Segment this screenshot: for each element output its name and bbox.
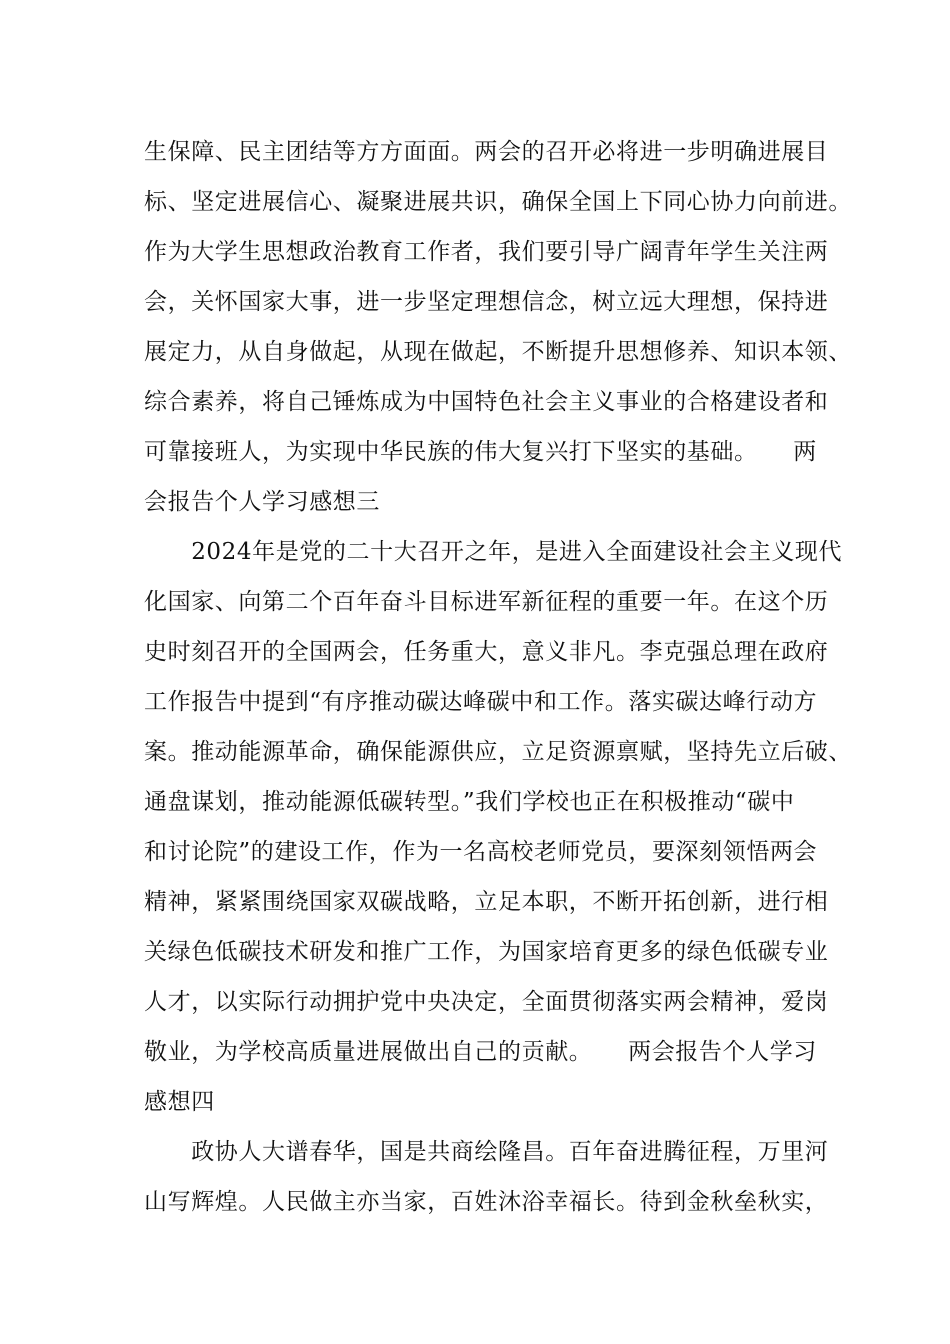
text-line: 关绿色低碳技术研发和推广工作，为国家培育更多的绿色低碳专业 [144, 939, 829, 965]
text-line: 会，关怀国家大事，进一步坚定理想信念，树立远大理想，保持进 [144, 289, 829, 315]
text-line: 工作报告中提到“有序推动碳达峰碳中和工作。落实碳达峰行动方 [144, 689, 818, 715]
paragraph-start-line: 政协人大谱春华，国是共商绘隆昌。百年奋进腾征程，万里河 [144, 1139, 829, 1165]
text-line: 化国家、向第二个百年奋斗目标进军新征程的重要一年。在这个历 [144, 589, 829, 615]
text-line: 展定力，从自身做起，从现在做起，不断提升思想修养、知识本领、 [144, 339, 852, 365]
text-line: 可靠接班人，为实现中华民族的伟大复兴打下坚实的基础。 两 [144, 439, 817, 465]
text-line: 敬业，为学校高质量进展做出自己的贡献。 两会报告个人学习 [144, 1039, 817, 1065]
text-line: 案。推动能源革命，确保能源供应，立足资源禀赋，坚持先立后破、 [144, 739, 852, 765]
text-line: 生保障、民主团结等方方面面。两会的召开必将进一步明确进展目 [144, 139, 829, 165]
text-line: 和讨论院”的建设工作，作为一名高校老师党员，要深刻领悟两会 [144, 839, 818, 865]
text-line: 标、坚定进展信心、凝聚进展共识，确保全国上下同心协力向前进。 [144, 189, 852, 215]
text-line: 通盘谋划，推动能源低碳转型。”我们学校也正在积极推动“碳中 [144, 789, 795, 815]
section-heading-line: 感想四 [144, 1089, 215, 1115]
text-line: 山写辉煌。人民做主亦当家，百姓沐浴幸福长。待到金秋垒秋实， [144, 1189, 829, 1215]
section-heading-line: 会报告个人学习感想三 [144, 489, 380, 515]
text-line: 作为大学生思想政治教育工作者，我们要引导广阔青年学生关注两 [144, 239, 829, 265]
text-line: 综合素养，将自己锤炼成为中国特色社会主义事业的合格建设者和 [144, 389, 829, 415]
text-line: 史时刻召开的全国两会，任务重大，意义非凡。李克强总理在政府 [144, 639, 829, 665]
text-line: 人才，以实际行动拥护党中央决定，全面贯彻落实两会精神，爱岗 [144, 989, 829, 1015]
text-line: 精神，紧紧围绕国家双碳战略，立足本职，不断开拓创新，进行相 [144, 889, 829, 915]
paragraph-start-line: 2024年是党的二十大召开之年，是进入全面建设社会主义现代 [144, 539, 843, 565]
